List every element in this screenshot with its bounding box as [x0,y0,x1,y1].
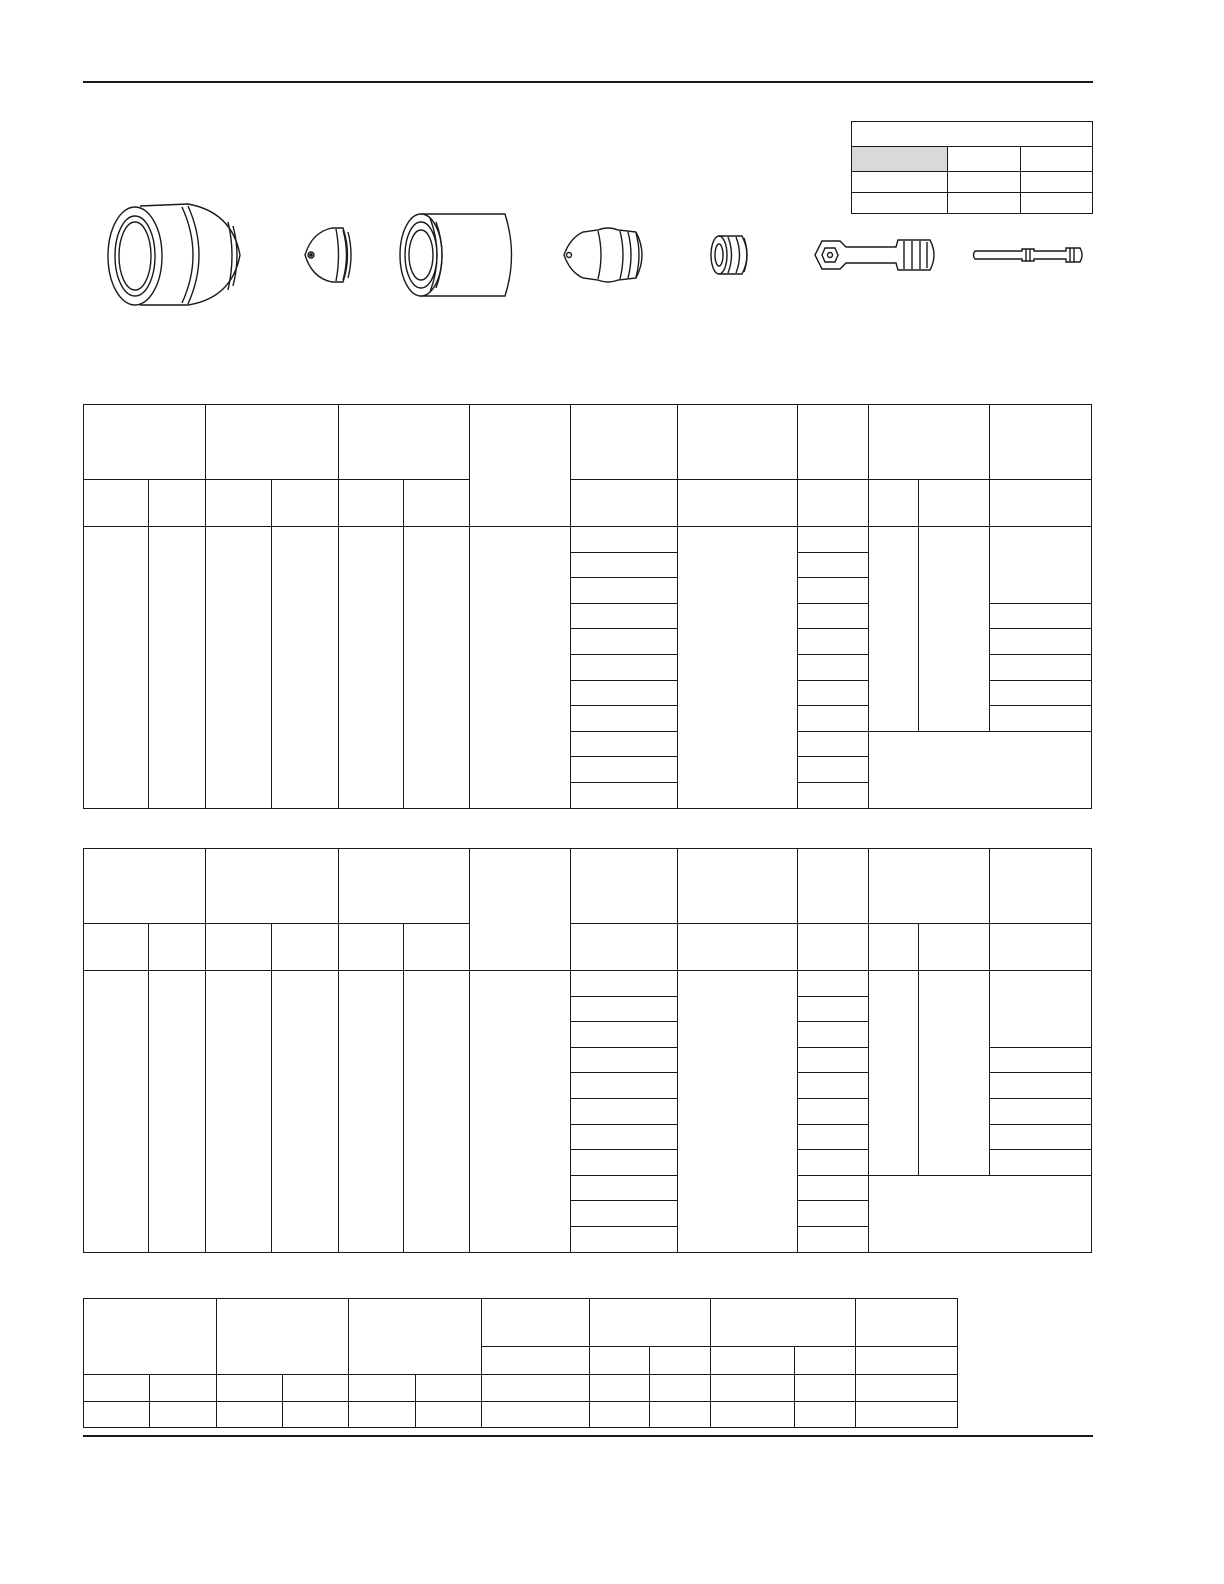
table-cell [571,578,678,604]
table-cell [482,1375,590,1402]
subheader-cell [990,480,1092,527]
table-cell [798,1124,869,1150]
table-cell [798,1175,869,1201]
subheader-cell [272,480,339,527]
table-cell [798,578,869,604]
table-cell [795,1375,856,1402]
table-cell [990,629,1092,655]
table-cell [869,1175,1092,1252]
table-cell [798,782,869,808]
table-cell [571,1047,678,1073]
table-cell [869,527,919,732]
table-cell [798,629,869,655]
table-cell [798,1047,869,1073]
table-cell [990,527,1092,604]
subheader-cell [650,1347,711,1375]
header-cell [84,849,206,924]
table-cell [416,1375,482,1402]
table-cell [571,971,678,997]
table-cell [283,1375,349,1402]
subheader-cell [571,480,678,527]
table-cell [711,1375,795,1402]
table-cell [919,971,990,1176]
table-cell [795,1402,856,1428]
table-cell [349,1402,416,1428]
header-cell [798,405,869,480]
table-cell [798,757,869,783]
table-cell [990,1047,1092,1073]
table-cell [798,1226,869,1252]
table-cell [571,1124,678,1150]
cut-chart-1 [83,404,1092,809]
subheader-cell [84,924,149,971]
subheader-cell [990,924,1092,971]
shield-icon [305,228,351,282]
header-cell [990,849,1092,924]
table-cell [590,1402,650,1428]
header-cell [798,849,869,924]
electrode-icon [815,240,934,270]
table-cell [590,1375,650,1402]
subheader-cell [149,924,206,971]
table-cell [571,680,678,706]
table-cell [84,527,149,809]
subheader-cell [404,480,470,527]
water-tube-icon [974,248,1083,262]
subheader-cell [678,924,798,971]
header-cell [482,1299,590,1347]
table-cell [416,1402,482,1428]
table-cell [571,782,678,808]
header-cell [84,405,206,480]
header-cell [856,1299,958,1347]
subheader-cell [798,924,869,971]
summary-table [83,1298,958,1428]
table-cell [990,654,1092,680]
retaining-cap-icon [400,214,512,296]
table-cell [990,1073,1092,1099]
header-cell [711,1299,856,1347]
table-cell [798,680,869,706]
table-cell [150,1402,217,1428]
table-cell [206,527,272,809]
table-cell [571,1201,678,1227]
subheader-cell [795,1347,856,1375]
table-cell [869,971,919,1176]
table-cell [650,1375,711,1402]
table-cell [482,1402,590,1428]
table-cell [798,603,869,629]
table-cell [217,1375,283,1402]
subheader-cell [869,924,919,971]
table-cell [84,1402,150,1428]
shield-cup-icon [108,204,240,305]
table-cell [339,971,404,1253]
table-cell [283,1402,349,1428]
subheader-cell [711,1347,795,1375]
table-cell [798,731,869,757]
subheader-cell [206,480,272,527]
table-cell [798,706,869,732]
table-cell [272,527,339,809]
table-cell [150,1375,217,1402]
table-cell [678,971,798,1253]
table-cell [856,1375,958,1402]
subheader-cell [84,480,149,527]
table-cell [470,971,571,1253]
swirl-ring-icon [711,236,747,274]
header-cell [869,849,990,924]
table-cell [339,527,404,809]
header-cell [869,405,990,480]
subheader-cell [482,1347,590,1375]
table-cell [571,757,678,783]
subheader-cell [869,480,919,527]
header-cell [470,405,571,527]
table-cell [798,527,869,553]
header-cell [339,849,470,924]
table-cell [272,971,339,1253]
subheader-cell [339,924,404,971]
table-cell [990,1150,1092,1176]
subheader-cell [798,480,869,527]
header-cell [339,405,470,480]
subheader-cell [678,480,798,527]
table-cell [571,1175,678,1201]
table-cell [798,1098,869,1124]
table-cell [571,552,678,578]
table-cell [990,1124,1092,1150]
table-cell [470,527,571,809]
cut-chart-2 [83,848,1092,1253]
table-cell [571,731,678,757]
table-cell [798,654,869,680]
header-cell [678,405,798,480]
header-cell [470,849,571,971]
table-cell [571,654,678,680]
table-cell [571,996,678,1022]
table-cell [571,1098,678,1124]
table-cell [798,552,869,578]
table-cell [798,1073,869,1099]
table-cell [856,1402,958,1428]
table-cell [571,527,678,553]
subheader-cell [571,924,678,971]
subheader-cell [856,1347,958,1375]
subheader-cell [149,480,206,527]
table-cell [798,1201,869,1227]
table-cell [217,1402,283,1428]
header-cell [590,1299,711,1347]
table-cell [206,971,272,1253]
header-cell [217,1299,349,1375]
table-cell [650,1402,711,1428]
subheader-cell [339,480,404,527]
header-cell [206,405,339,480]
table-cell [798,971,869,997]
table-cell [149,971,206,1253]
subheader-cell [919,924,990,971]
table-cell [678,527,798,809]
table-cell [711,1402,795,1428]
table-cell [571,629,678,655]
table-cell [404,971,470,1253]
table-cell [571,1073,678,1099]
subheader-cell [919,480,990,527]
table-cell [571,1022,678,1048]
header-cell [990,405,1092,480]
table-cell [990,971,1092,1048]
header-cell [206,849,339,924]
table-cell [990,1098,1092,1124]
table-cell [571,603,678,629]
table-cell [798,1150,869,1176]
header-cell [349,1299,482,1375]
subheader-cell [590,1347,650,1375]
table-cell [84,1375,150,1402]
table-cell [869,731,1092,808]
subheader-cell [404,924,470,971]
nozzle-icon [564,228,642,282]
table-cell [990,706,1092,732]
table-cell [919,527,990,732]
table-cell [571,1150,678,1176]
header-cell [84,1299,217,1375]
table-cell [798,1022,869,1048]
table-cell [404,527,470,809]
table-cell [349,1375,416,1402]
header-cell [571,849,678,924]
table-cell [990,680,1092,706]
table-cell [798,996,869,1022]
subheader-cell [272,924,339,971]
table-cell [990,603,1092,629]
table-cell [84,971,149,1253]
header-cell [678,849,798,924]
table-cell [149,527,206,809]
header-cell [571,405,678,480]
table-cell [571,706,678,732]
subheader-cell [206,924,272,971]
table-cell [571,1226,678,1252]
